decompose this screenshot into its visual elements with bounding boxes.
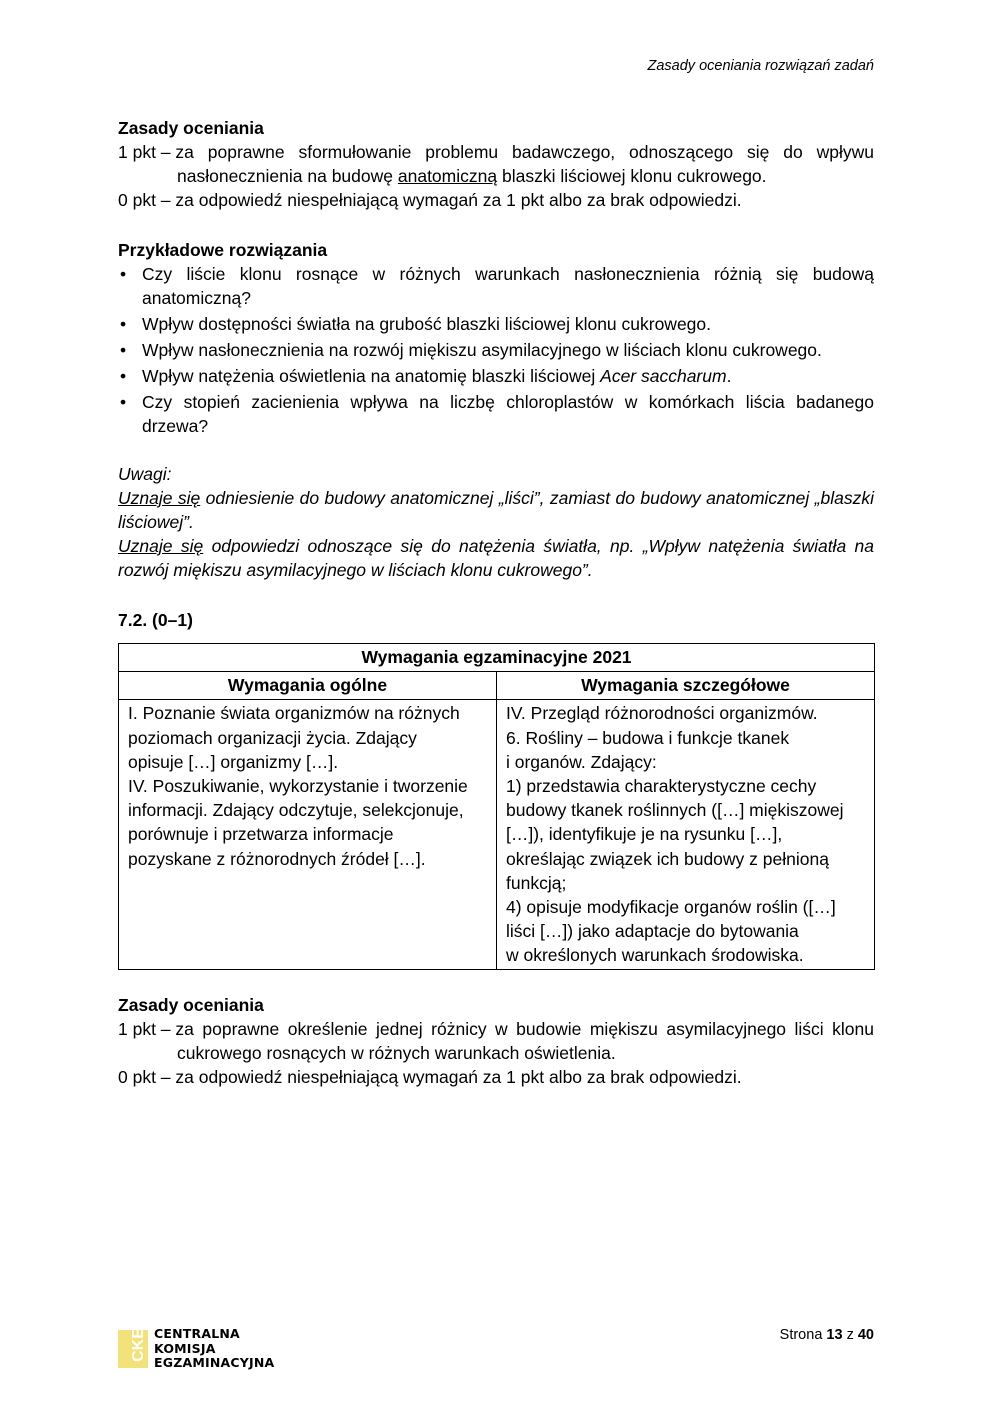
example-text: . xyxy=(726,366,732,386)
criterion-text: za poprawne sformułowanie problemu badawczego, odnoszącego się do wpływu xyxy=(175,142,874,162)
cell-line: 4) opisuje modyfikacje organów roślin ([…] xyxy=(506,897,836,918)
examples-list xyxy=(118,262,874,438)
scoring-heading: Zasady oceniania xyxy=(118,118,264,138)
criterion-text-cont xyxy=(118,164,874,188)
remark-text: odniesienie do budowy anatomicznej „liści”, zamiast do budowy anatomicznej „blaszki liściowej”. xyxy=(118,488,874,532)
running-header: Zasady oceniania rozwiązań zadań xyxy=(647,58,874,74)
example-text: Czy stopień zacienienia wpływa na liczbę chloroplastów w komórkach liścia badanego drzewa? xyxy=(142,392,874,436)
logo-line: EGZAMINACYJNA xyxy=(154,1355,275,1370)
criterion-0pt: 0 pkt – za odpowiedź niespełniającą wymagań za 1 pkt albo za brak odpowiedzi. xyxy=(118,190,742,210)
bullet-icon: • xyxy=(120,264,127,284)
general-requirements-cell xyxy=(119,700,497,969)
cell-line: pozyskane z różnorodnych źródeł […]. xyxy=(128,848,426,869)
page-current: 13 xyxy=(826,1327,843,1343)
logo-line: KOMISJA xyxy=(154,1340,216,1356)
logo-mark-text: CKE xyxy=(129,1327,147,1362)
example-text: Wpływ nasłonecznienia na rozwój miękiszu asymilacyjnego w liściach klonu cukrowego. xyxy=(142,340,822,360)
cell-line: I. Poznanie świata organizmów na różnych xyxy=(128,703,460,724)
col-header-general: Wymagania ogólne xyxy=(119,672,497,700)
remark-keyword: Uznaje się xyxy=(118,536,204,556)
requirements-table xyxy=(118,643,875,970)
page-sep: z xyxy=(842,1327,858,1343)
cell-line: w określonych warunkach środowiska. xyxy=(506,945,804,966)
remark-1 xyxy=(118,486,874,534)
cell-line: […]), identyfikuje je na rysunku […], xyxy=(506,824,783,845)
cell-line: informacji. Zdający odczytuje, selekcjonuje, xyxy=(128,800,464,821)
list-item xyxy=(118,338,874,362)
list-item xyxy=(118,262,874,310)
page-total: 40 xyxy=(857,1327,874,1343)
criterion-0pt: 0 pkt – za odpowiedź niespełniającą wymagań za 1 pkt albo za brak odpowiedzi. xyxy=(118,1067,742,1087)
criterion-points: 1 pkt – xyxy=(118,1019,176,1039)
cell-line: i organów. Zdający: xyxy=(506,751,657,772)
cke-logo xyxy=(118,1327,274,1371)
remark-keyword: Uznaje się xyxy=(118,488,201,508)
task-number: 7.2. (0–1) xyxy=(118,610,193,630)
cell-line: 1) przedstawia charakterystyczne cechy xyxy=(506,776,817,797)
latin-name: Acer saccharum xyxy=(600,366,727,386)
cell-line: liści […]) jako adaptacje do bytowania xyxy=(506,921,799,942)
remark-2 xyxy=(118,534,874,582)
cell-line: funkcją; xyxy=(506,872,567,893)
logo-line: CENTRALNA xyxy=(154,1326,240,1341)
example-text: Wpływ natężenia oświetlenia na anatomię blaszki liściowej xyxy=(142,366,601,386)
scoring-rules-1 xyxy=(118,116,874,212)
example-text: Czy liście klonu rosnące w różnych warunkach nasłonecznienia różnią się budową anatomiczną? xyxy=(142,264,874,308)
criterion-text: za poprawne określenie jednej różnicy w budowie miękiszu asymilacyjnego liści klonu xyxy=(175,1019,874,1039)
cell-line: 6. Rośliny – budowa i funkcje tkanek xyxy=(506,727,790,748)
bullet-icon: • xyxy=(120,392,127,412)
bullet-icon: • xyxy=(120,314,127,334)
bullet-icon: • xyxy=(120,366,127,386)
requirements-table-wrap xyxy=(118,643,875,970)
col-header-specific: Wymagania szczegółowe xyxy=(497,672,875,700)
scoring-heading: Zasady oceniania xyxy=(118,995,264,1015)
table-title: Wymagania egzaminacyjne 2021 xyxy=(119,644,875,672)
list-item xyxy=(118,312,874,336)
cell-line: IV. Przegląd różnorodności organizmów. xyxy=(506,703,818,724)
specific-requirements-cell xyxy=(497,700,875,969)
criterion-1pt xyxy=(118,1017,874,1041)
example-text: Wpływ dostępności światła na grubość blaszki liściowej klonu cukrowego. xyxy=(142,314,712,334)
underlined-word: anatomiczną xyxy=(397,166,498,186)
bullet-icon: • xyxy=(120,340,127,360)
list-item xyxy=(118,364,874,388)
cell-line: opisuje […] organizmy […]. xyxy=(128,751,339,772)
scoring-rules-2 xyxy=(118,993,874,1089)
cke-logo-mark xyxy=(118,1327,148,1368)
criterion-text-part: nasłonecznienia na budowę xyxy=(177,166,398,186)
cell-line: budowy tkanek roślinnych ([…] miękiszowej xyxy=(506,800,844,821)
examples-heading: Przykładowe rozwiązania xyxy=(118,240,328,260)
criterion-1pt xyxy=(118,140,874,164)
cell-line: porównuje i przetwarza informacje xyxy=(128,824,394,845)
page-number xyxy=(780,1327,874,1343)
list-item xyxy=(118,390,874,438)
criterion-text-part: blaszki liściowej klonu cukrowego. xyxy=(497,166,767,186)
cell-line: IV. Poszukiwanie, wykorzystanie i tworzenie xyxy=(128,776,468,797)
cell-line: poziomach organizacji życia. Zdający xyxy=(128,727,417,748)
remarks-title: Uwagi: xyxy=(118,464,172,484)
example-solutions xyxy=(118,238,874,440)
remarks xyxy=(118,462,874,582)
page-word: Strona xyxy=(779,1327,827,1343)
cell-line: określając związek ich budowy z pełnioną xyxy=(506,848,829,869)
remark-text: odpowiedzi odnoszące się do natężenia światła, np. „Wpływ natężenia światła na rozwój miękiszu asymilacyjnego w liściach klonu cukrowego”. xyxy=(118,536,874,580)
criterion-points: 1 pkt – xyxy=(118,142,176,162)
criterion-text-cont: cukrowego rosnących w różnych warunkach oświetlenia. xyxy=(177,1043,616,1063)
logo-text xyxy=(154,1327,274,1371)
